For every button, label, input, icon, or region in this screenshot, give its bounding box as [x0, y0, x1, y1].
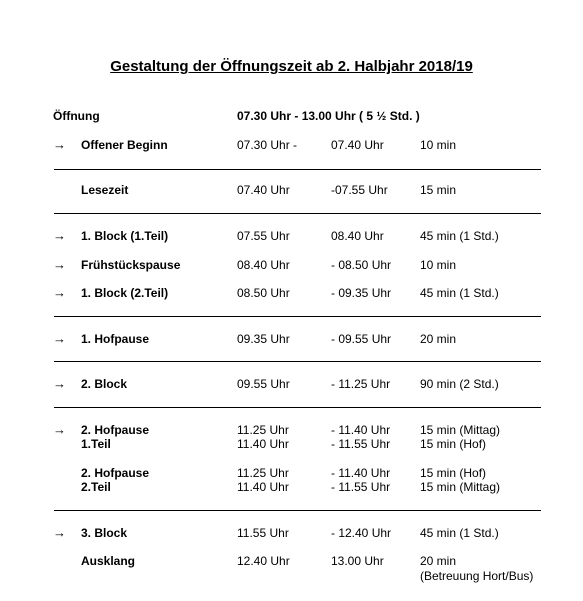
row-duration: 15 min (Mittag) — [420, 423, 501, 437]
row-start-time: 07.30 Uhr - — [237, 138, 298, 152]
row-end-time: 13.00 Uhr — [331, 554, 384, 568]
row-duration: 45 min (1 Std.) — [420, 286, 499, 300]
row-end-time: - 11.55 Uhr — [331, 437, 391, 451]
row-duration: 20 min — [420, 554, 457, 568]
row-label: Lesezeit — [81, 183, 129, 197]
arrow-icon: → — [53, 137, 66, 152]
row-label: Frühstückspause — [81, 258, 181, 272]
arrow-icon: → — [53, 331, 66, 346]
page-title: Gestaltung der Öffnungszeit ab 2. Halbjahr 2018/19 — [110, 58, 473, 75]
row-end-time: - 12.40 Uhr — [331, 526, 392, 540]
row-start-time: 08.40 Uhr — [237, 258, 290, 272]
arrow-icon: → — [53, 422, 66, 437]
row-duration: 10 min — [420, 138, 457, 152]
row-start-time: 11.55 Uhr — [237, 526, 289, 540]
section-divider — [54, 213, 541, 214]
row-end-time: - 09.35 Uhr — [331, 286, 392, 300]
row-duration: 10 min — [420, 258, 457, 272]
row-label: Offener Beginn — [81, 138, 168, 152]
row-end-time: - 11.55 Uhr — [331, 480, 391, 494]
opening-time: 07.30 Uhr - 13.00 Uhr ( 5 ½ Std. ) — [237, 109, 420, 123]
row-label: Ausklang — [81, 554, 136, 568]
row-duration: 20 min — [420, 332, 457, 346]
row-end-time: - 09.55 Uhr — [331, 332, 392, 346]
section-divider — [54, 407, 541, 408]
row-start-time: 12.40 Uhr — [237, 554, 290, 568]
row-duration: 90 min (2 Std.) — [420, 377, 499, 391]
arrow-icon: → — [53, 376, 66, 391]
row-end-time: - 11.40 Uhr — [331, 466, 391, 480]
row-start-time: 09.35 Uhr — [237, 332, 290, 346]
arrow-icon: → — [53, 228, 66, 243]
row-start-time: 11.25 Uhr — [237, 423, 289, 437]
row-duration: 15 min (Hof) — [420, 437, 487, 451]
row-duration: 45 min (1 Std.) — [420, 526, 499, 540]
row-start-time: 07.40 Uhr — [237, 183, 290, 197]
row-duration: 45 min (1 Std.) — [420, 229, 499, 243]
row-label: 3. Block — [81, 526, 128, 540]
row-label: 1. Hofpause — [81, 332, 150, 346]
row-end-time: - 11.25 Uhr — [331, 377, 391, 391]
arrow-icon: → — [53, 257, 66, 272]
row-end-time: - 08.50 Uhr — [331, 258, 392, 272]
row-end-time: 08.40 Uhr — [331, 229, 384, 243]
row-label: 1. Block (1.Teil) — [81, 229, 169, 243]
row-label: 2. Hofpause — [81, 423, 150, 437]
row-duration: (Betreuung Hort/Bus) — [420, 569, 534, 583]
row-label: 1. Block (2.Teil) — [81, 286, 169, 300]
arrow-icon: → — [53, 285, 66, 300]
row-duration: 15 min — [420, 183, 457, 197]
row-end-time: 07.40 Uhr — [331, 138, 384, 152]
row-label: 1.Teil — [81, 437, 111, 451]
row-start-time: 09.55 Uhr — [237, 377, 290, 391]
opening-label: Öffnung — [53, 109, 100, 123]
section-divider — [54, 510, 541, 511]
row-end-time: -07.55 Uhr — [331, 183, 388, 197]
section-divider — [54, 169, 541, 170]
row-label: 2.Teil — [81, 480, 111, 494]
row-label: 2. Hofpause — [81, 466, 150, 480]
row-duration: 15 min (Hof) — [420, 466, 487, 480]
row-start-time: 11.40 Uhr — [237, 480, 289, 494]
row-start-time: 07.55 Uhr — [237, 229, 290, 243]
section-divider — [54, 361, 541, 362]
row-duration: 15 min (Mittag) — [420, 480, 501, 494]
row-start-time: 11.25 Uhr — [237, 466, 289, 480]
row-start-time: 11.40 Uhr — [237, 437, 289, 451]
row-end-time: - 11.40 Uhr — [331, 423, 391, 437]
row-label: 2. Block — [81, 377, 128, 391]
section-divider — [54, 316, 541, 317]
arrow-icon: → — [53, 525, 66, 540]
row-start-time: 08.50 Uhr — [237, 286, 290, 300]
